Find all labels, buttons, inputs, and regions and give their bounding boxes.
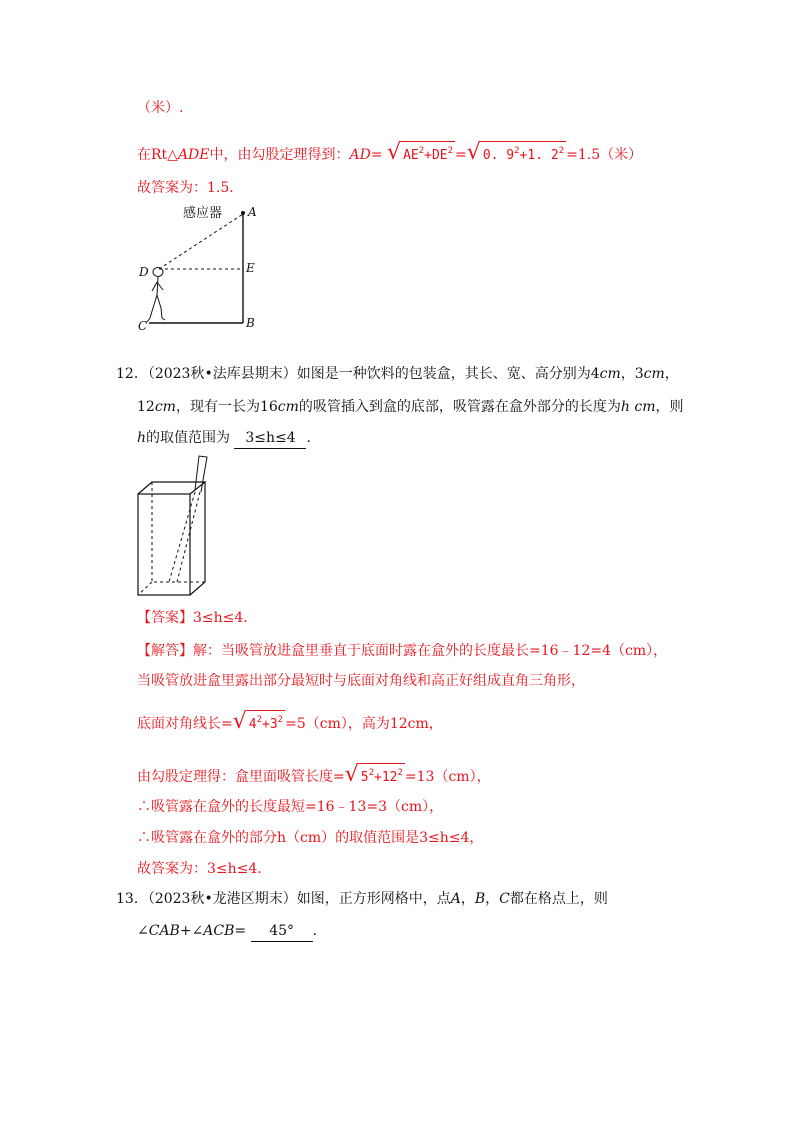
sqrt-ae-de: √ $AE^2+DE^2$ — [387, 140, 454, 165]
sqrt-numeric: √ 0. $9^2+1$. $2^2$ — [466, 140, 565, 165]
q12-sol-5: ∴吸管露在盒外的长度最短=16﹣13=3（cm）， — [137, 799, 444, 815]
prev-line-2: 在Rt△ADE中，由勾股定理得到：AD= √ $AE^2+DE^2$ = √ 0. $9^2+1$. $2^2$ =1.5（米） — [137, 140, 643, 165]
sensor-figure — [135, 200, 270, 335]
q12-line-3: h的取值范围为 3≤h≤4 . — [137, 428, 311, 449]
q12-sol-1: 【解答】解：当吸管放进盒里垂直于底面时露在盒外的长度最长=16﹣12=4（cm）， — [137, 643, 668, 659]
q12-answer: 【答案】3≤h≤4. — [137, 610, 248, 626]
q13-line-2: ∠CAB+∠ACB= 45° . — [137, 921, 317, 942]
q13-answer-blank: 45° — [251, 921, 313, 942]
label-b: B — [246, 316, 255, 330]
sqrt-4-3: √ $4^2+3^2$ — [232, 709, 284, 734]
sqrt-5-12: √ $5^2+12^2$ — [344, 762, 403, 787]
q12-sol-4: 由勾股定理得：盒里面吸管长度= √ $5^2+12^2$ =13（cm）， — [137, 762, 491, 787]
q12-answer-blank: 3≤h≤4 — [234, 428, 306, 449]
prev-line-1: （米）. — [137, 100, 184, 116]
q13-line-1: 13．（2023秋•龙港区期末）如图，正方形网格中，点A，B，C都在格点上，则 — [116, 891, 608, 907]
q12-line-2: 12cm，现有一长为16cm的吸管插入到盒的底部，吸管露在盒外部分的长度为h cm，则 — [137, 399, 684, 415]
label-a: A — [248, 205, 257, 219]
label-e: E — [246, 261, 255, 275]
q12-line-1: 12．（2023秋•法库县期末）如图是一种饮料的包装盒，其长、宽、高分别为4cm，3cm， — [116, 366, 679, 382]
label-d: D — [139, 265, 149, 279]
prev-answer: 故答案为：1.5. — [137, 180, 234, 196]
box-straw-figure — [135, 452, 215, 602]
q12-sol-2: 当吸管放进盒里露出部分最短时与底面对角线和高正好组成直角三角形， — [137, 673, 585, 689]
sensor-label: 感应器 — [183, 206, 223, 221]
q12-sol-7: 故答案为：3≤h≤4. — [137, 861, 262, 877]
label-c: C — [138, 319, 148, 333]
q12-sol-6: ∴吸管露在盒外的部分h（cm）的取值范围是3≤h≤4， — [137, 830, 484, 846]
q12-sol-3: 底面对角线长= √ $4^2+3^2$ =5（cm），高为12cm， — [137, 709, 443, 734]
